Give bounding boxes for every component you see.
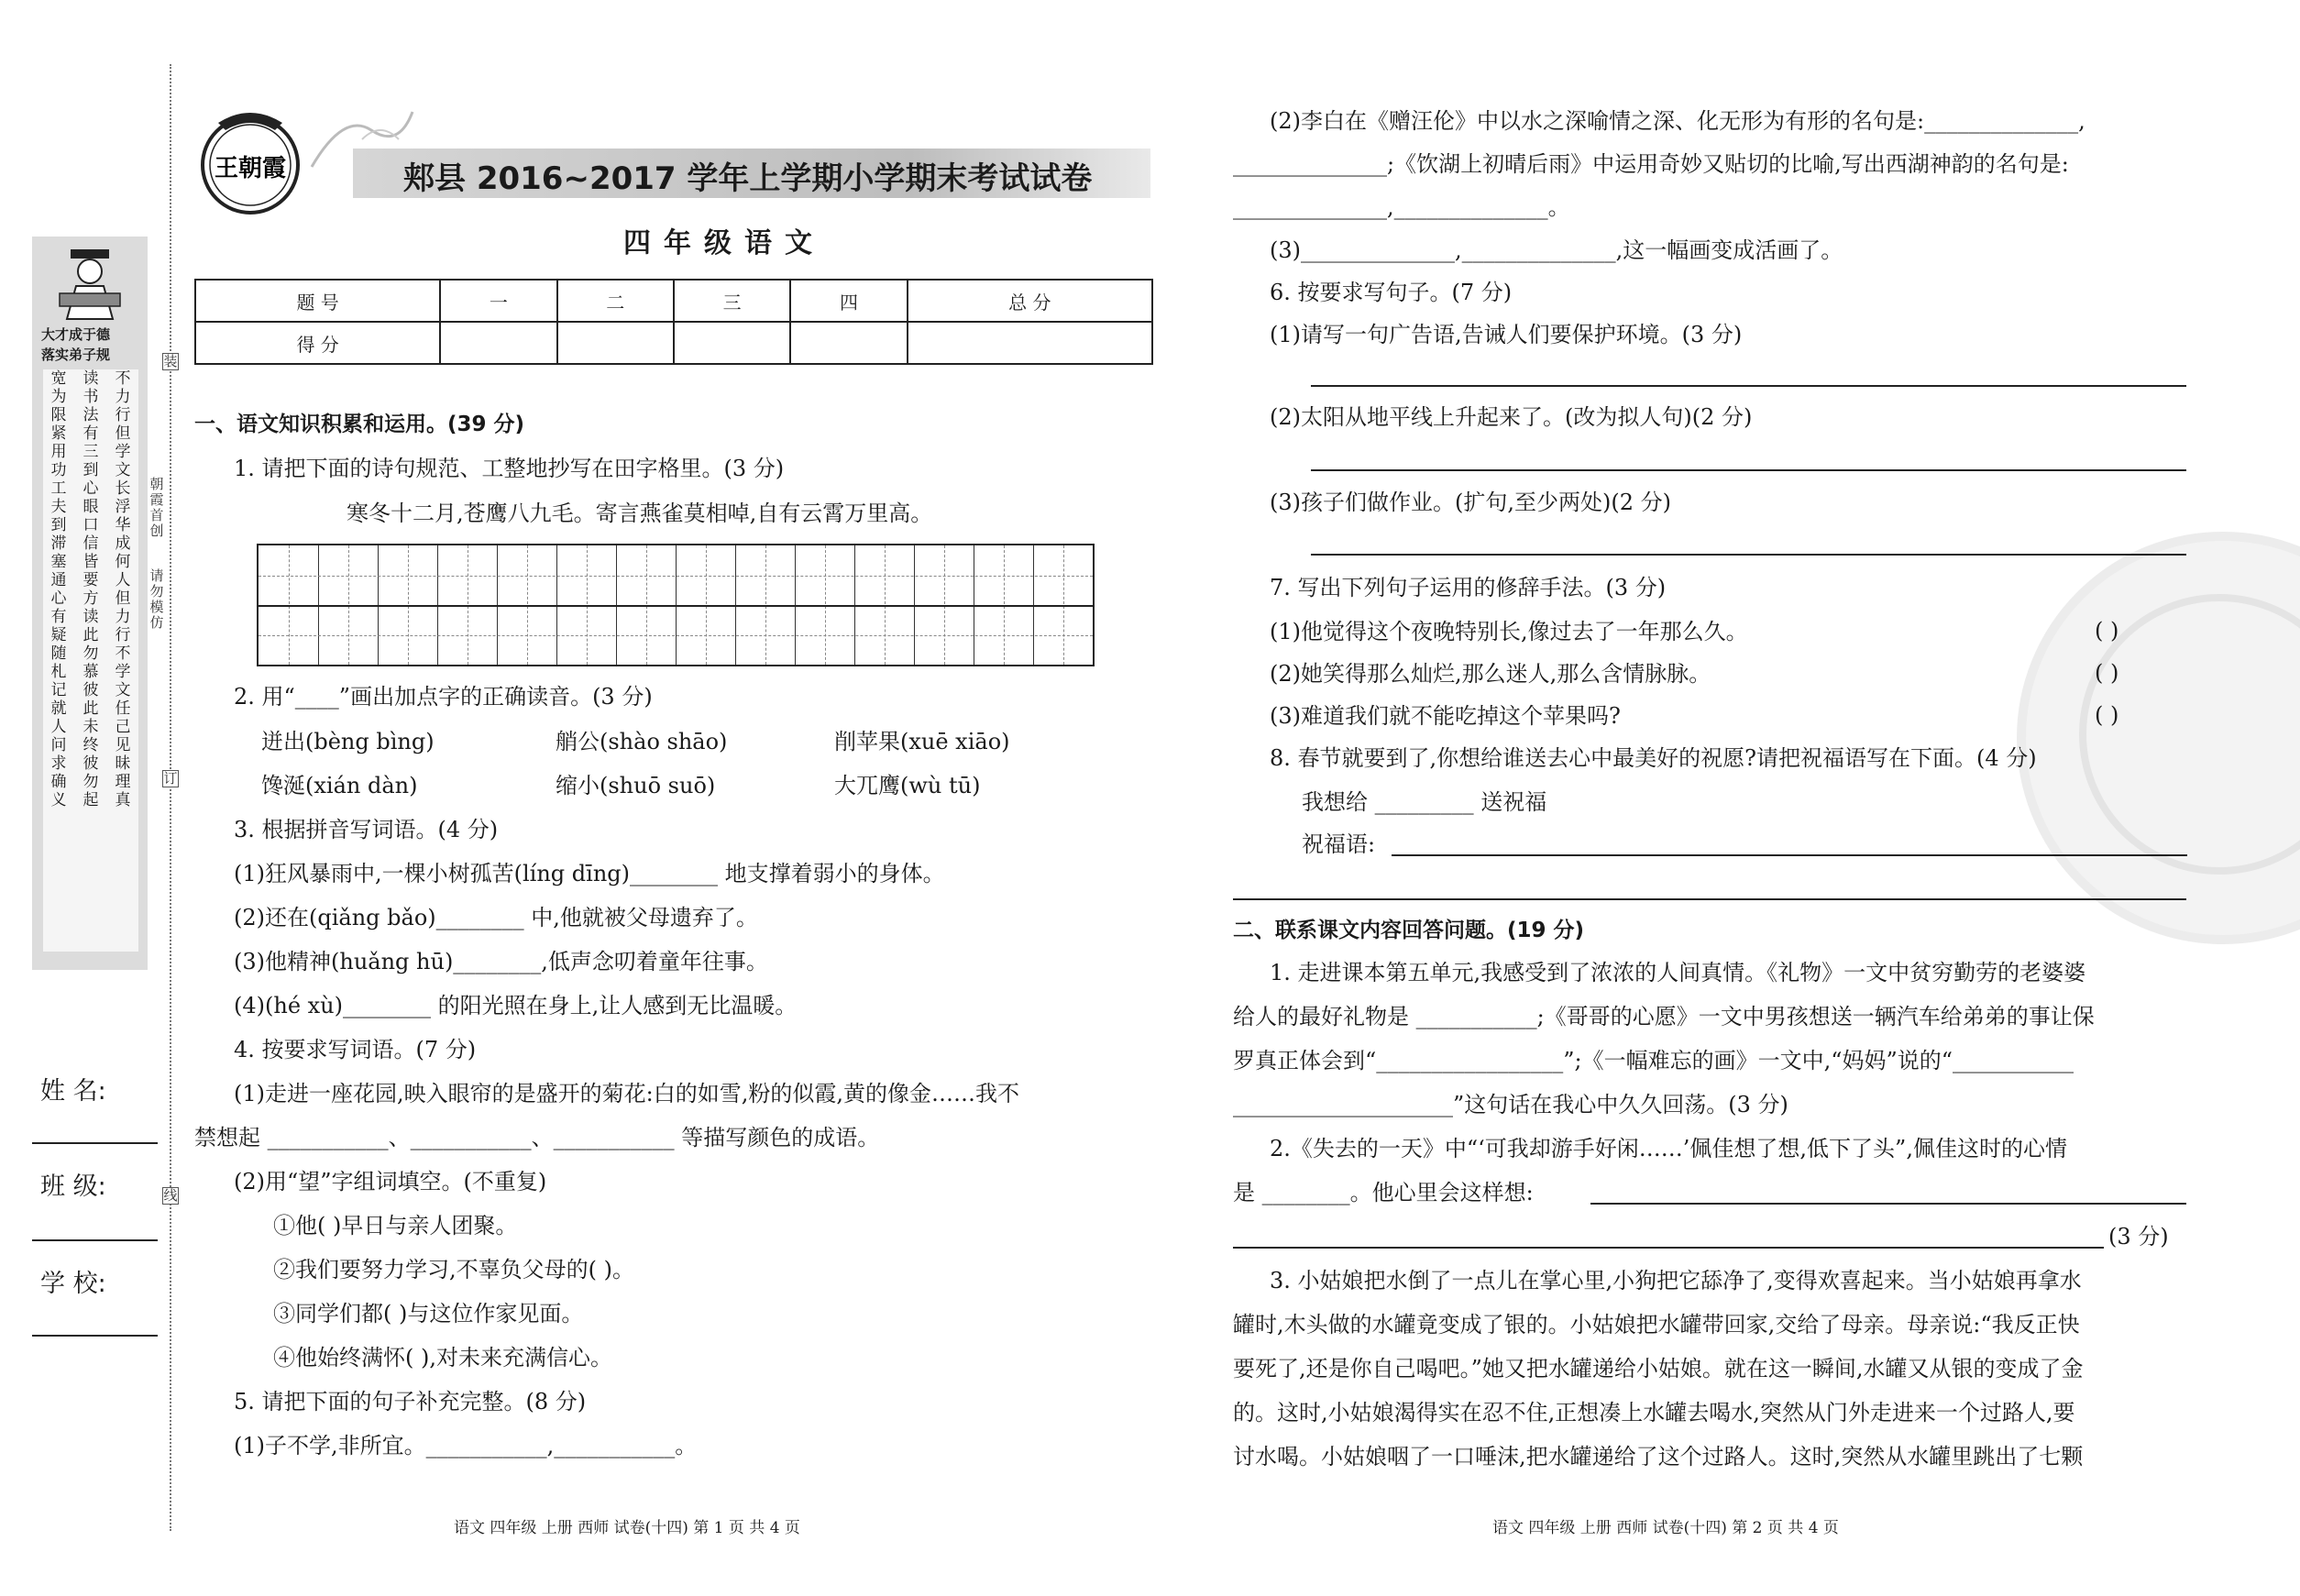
question-7: 7. 写出下列句子运用的修辞手法。(3 分) xyxy=(1270,575,1667,600)
passage-line: 要死了,还是你自己喝吧。”她又把水罐递给小姑娘。就在这一瞬间,水罐又从银的变成了金 xyxy=(1233,1356,2084,1381)
question-5: 5. 请把下面的句子补充完整。(8 分) xyxy=(234,1389,587,1414)
answer-line[interactable] xyxy=(1590,1203,2186,1205)
school-field[interactable] xyxy=(32,1335,158,1337)
section-2-heading: 二、联系课文内容回答问题。(19 分) xyxy=(1233,919,1585,942)
score-input-cell[interactable] xyxy=(790,322,907,364)
passage-line: 的。这时,小姑娘渴得实在忍不住,正想凑上水罐去喝水,突然从门外走进来一个过路人,要 xyxy=(1233,1400,2075,1425)
score-table-cell: 一 xyxy=(440,280,556,322)
section-2-q1-line-2: 给人的最好礼物是 ___________;《哥哥的心愿》一文中男孩想送一辆汽车给弟弟的事让保 xyxy=(1233,1004,2095,1029)
question-4-2-item: ②我们要努力学习,不辜负父母的( )。 xyxy=(273,1257,634,1282)
slogan-2: 落实弟子规 xyxy=(41,347,111,363)
question-4-2: (2)用“望”字组词填空。(不重复) xyxy=(234,1169,547,1194)
section-2-q2-points: (3 分) xyxy=(2108,1224,2169,1249)
binding-mark-xian: 线 xyxy=(163,1187,178,1204)
question-7-item: (3)难道我们就不能吃掉这个苹果吗? xyxy=(1270,703,1621,729)
grid-horizontal-line xyxy=(259,576,1093,577)
name-field[interactable] xyxy=(32,1142,158,1144)
score-table-header-row xyxy=(195,280,1152,322)
exam-title: 郏县 2016~2017 学年上学期小学期末考试试卷 xyxy=(403,160,1093,197)
answer-line[interactable] xyxy=(1233,898,2186,900)
motto-column-1: 宽为限紧用功工夫到滞塞通心有疑随札记就人问求确义 xyxy=(50,369,67,809)
question-4-1-line-2: 禁想起 ___________、___________、___________ 等描写颜色的成语。 xyxy=(194,1125,880,1150)
pinyin-item: 馋涎(xián dàn) xyxy=(261,773,418,798)
pinyin-item: 缩小(shuō suō) xyxy=(556,773,716,798)
question-2: 2. 用“____”画出加点字的正确读音。(3 分) xyxy=(234,684,653,710)
question-5-3: (3)______________,______________,这一幅画变成活画了。 xyxy=(1270,237,1843,263)
motto-column-2: 读书法有三到心眼口信皆要方读此勿慕彼此未终彼勿起 xyxy=(83,369,99,809)
question-7-item: (2)她笑得那么灿烂,那么迷人,那么含情脉脉。 xyxy=(1270,661,1711,687)
question-1: 1. 请把下面的诗句规范、工整地抄写在田字格里。(3 分) xyxy=(234,456,785,481)
section-1-heading: 一、语文知识积累和运用。(39 分) xyxy=(194,413,525,436)
answer-parentheses[interactable]: ( ) xyxy=(2095,660,2119,686)
score-table-cell: 三 xyxy=(674,280,790,322)
class-field[interactable] xyxy=(32,1239,158,1241)
watermark-seal xyxy=(2017,532,2300,944)
question-8-blessing-label: 祝福语: xyxy=(1302,831,1376,857)
pinyin-item: 艄公(shào shāo) xyxy=(556,729,728,754)
question-5-2-line-2: ______________;《饮湖上初晴后雨》中运用奇妙又贴切的比喻,写出西湖神韵的名句是: xyxy=(1233,151,2069,177)
question-7-item: (1)他觉得这个夜晚特别长,像过去了一年那么久。 xyxy=(1270,619,1748,644)
question-3-4: (4)(hé xù)________ 的阳光照在身上,让人感到无比温暖。 xyxy=(234,993,798,1018)
grid-horizontal-line xyxy=(259,635,1093,636)
question-3-2: (2)还在(qiǎng bǎo)________ 中,他就被父母遗弃了。 xyxy=(234,905,758,930)
question-4-2-item: ③同学们都( )与这位作家见面。 xyxy=(273,1301,584,1326)
poem-text: 寒冬十二月,苍鹰八九毛。寄言燕雀莫相啅,自有云霄万里高。 xyxy=(347,501,933,526)
pinyin-item: 削苹果(xuē xiāo) xyxy=(834,729,1010,754)
score-input-cell[interactable] xyxy=(674,322,790,364)
passage-line: 罐时,木头做的水罐竟变成了银的。小姑娘把水罐带回家,交给了母亲。母亲说:“我反正快 xyxy=(1233,1312,2080,1337)
question-6-3: (3)孩子们做作业。(扩句,至少两处)(2 分) xyxy=(1270,490,1671,515)
question-8: 8. 春节就要到了,你想给谁送去心中最美好的祝愿?请把祝福语写在下面。(4 分) xyxy=(1270,745,2037,771)
question-5-2-line-3: ______________,______________。 xyxy=(1233,194,1570,220)
pinyin-item: 迸出(bèng bìng) xyxy=(261,729,435,754)
question-4-1-line-1: (1)走进一座花园,映入眼帘的是盛开的菊花:白的如雪,粉的似霞,黄的像金……我不 xyxy=(234,1081,1019,1106)
score-table-cell: 四 xyxy=(790,280,907,322)
passage-line: 讨水喝。小姑娘咽了一口唾沫,把水罐递给了这个过路人。这时,突然从水罐里跳出了七颗 xyxy=(1233,1444,2084,1469)
section-2-q1-line-4: ____________________”这句话在我心中久久回荡。(3 分) xyxy=(1233,1092,1788,1117)
school-label: 学 校: xyxy=(40,1270,106,1298)
answer-line[interactable] xyxy=(1311,554,2186,556)
passage-line: 3. 小姑娘把水倒了一点儿在掌心里,小狗把它舔净了,变得欢喜起来。当小姑娘再拿水 xyxy=(1270,1268,2082,1293)
scholar-figure-icon xyxy=(58,248,122,321)
logo-text: 王朝霞 xyxy=(214,155,287,182)
exam-subtitle: 四年级语文 xyxy=(623,227,825,259)
ribbon-decoration-icon xyxy=(307,103,417,176)
question-4: 4. 按要求写词语。(7 分) xyxy=(234,1037,477,1062)
answer-line[interactable] xyxy=(1311,385,2186,387)
vertical-note-original: 朝霞首创 xyxy=(149,476,164,539)
binding-mark-zhuang: 装 xyxy=(163,353,178,369)
motto-box xyxy=(43,369,138,952)
question-4-2-item: ①他( )早日与亲人团聚。 xyxy=(273,1213,518,1238)
score-table xyxy=(194,279,1153,365)
answer-parentheses[interactable]: ( ) xyxy=(2095,618,2119,644)
question-5-2-line-1: (2)李白在《赠汪伦》中以水之深喻情之深、化无形为有形的名句是:______________, xyxy=(1270,108,2085,134)
answer-parentheses[interactable]: ( ) xyxy=(2095,702,2119,728)
section-2-q1-line-1: 1. 走进课本第五单元,我感受到了浓浓的人间真情。《礼物》一文中贫穷勤劳的老婆婆 xyxy=(1270,960,2086,985)
brand-logo xyxy=(191,103,310,222)
vertical-note-no-copy: 请勿模仿 xyxy=(149,567,164,631)
slogan-1: 大才成于德 xyxy=(41,326,111,343)
binding-mark-ding: 订 xyxy=(163,770,178,787)
question-4-2-item: ④他始终满怀( ),对未来充满信心。 xyxy=(273,1345,612,1370)
motto-column-3: 不力行但学文长浮华成何人但力行不学文任己见昧理真 xyxy=(115,369,131,809)
question-6-2: (2)太阳从地平线上升起来了。(改为拟人句)(2 分) xyxy=(1270,404,1753,430)
question-8-recipient: 我想给 _________ 送祝福 xyxy=(1302,789,1547,815)
answer-line[interactable] xyxy=(1311,469,2186,471)
question-3: 3. 根据拼音写词语。(4 分) xyxy=(234,817,499,842)
question-6-1: (1)请写一句广告语,告诫人们要保护环境。(3 分) xyxy=(1270,322,1743,347)
answer-line[interactable] xyxy=(1233,1247,2104,1249)
pinyin-item: 大兀鹰(wù tū) xyxy=(834,773,981,798)
page-2-footer: 语文 四年级 上册 西师 试卷(十四) 第 2 页 共 4 页 xyxy=(1492,1519,1839,1537)
page-1-footer: 语文 四年级 上册 西师 试卷(十四) 第 1 页 共 4 页 xyxy=(454,1519,800,1537)
section-2-q1-line-3: 罗真正体会到“_________________”;《一幅难忘的画》一文中,“妈妈”说的“___________ xyxy=(1233,1048,2074,1073)
score-table-cell: 题 号 xyxy=(195,280,440,322)
question-3-3: (3)他精神(huǎng hū)________,低声念叨着童年往事。 xyxy=(234,949,768,974)
score-input-cell[interactable] xyxy=(557,322,674,364)
score-table-cell: 总 分 xyxy=(908,280,1152,322)
binding-line xyxy=(170,64,171,1531)
class-label: 班 级: xyxy=(40,1172,106,1201)
section-2-q2-line-1: 2.《失去的一天》中“‘可我却游手好闲……’佩佳想了想,低下了头”,佩佳这时的心情 xyxy=(1270,1136,2067,1161)
grid-horizontal-line xyxy=(259,605,1093,607)
tianzige-writing-grid[interactable] xyxy=(257,544,1095,666)
blessing-answer-line[interactable] xyxy=(1392,854,2187,856)
question-6: 6. 按要求写句子。(7 分) xyxy=(1270,280,1513,305)
section-2-q2-line-2: 是 ________。他心里会这样想: xyxy=(1233,1180,1534,1205)
score-table-score-row xyxy=(195,322,1152,364)
name-label: 姓 名: xyxy=(40,1077,106,1106)
sidebar-panel xyxy=(32,237,148,970)
question-3-1: (1)狂风暴雨中,一棵小树孤苦(líng dīng)________ 地支撑着弱小的身体。 xyxy=(234,861,945,886)
score-input-cell[interactable] xyxy=(908,322,1152,364)
question-5-1: (1)子不学,非所宜。___________,___________。 xyxy=(234,1433,698,1458)
score-table-cell: 二 xyxy=(557,280,674,322)
score-row-label: 得 分 xyxy=(195,322,440,364)
score-input-cell[interactable] xyxy=(440,322,556,364)
